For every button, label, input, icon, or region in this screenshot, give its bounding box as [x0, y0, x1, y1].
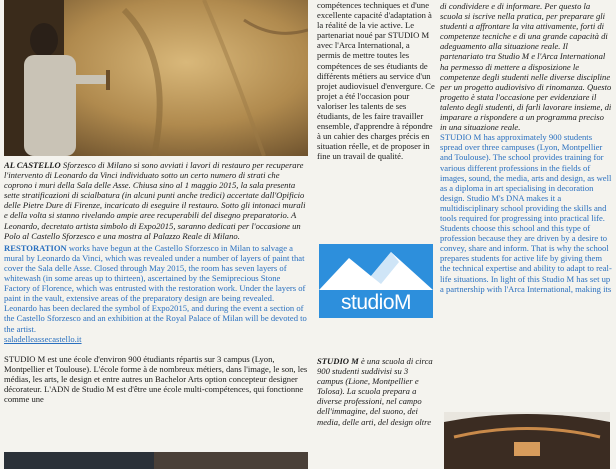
- italian-intro: [317, 356, 435, 427]
- logo-wordmark: studioM: [340, 291, 412, 314]
- website-link[interactable]: saladelleassecastello.it: [4, 333, 82, 344]
- italian-caption: [4, 160, 308, 241]
- restoration-heading: RESTORATION: [4, 242, 67, 253]
- english-caption: [4, 243, 308, 334]
- english-text: works have begun at the Castello Sforzesco in Milan to salvage a mural by Leonardo da Vinci, which was revealed under a number of layers of paint that cover the Sala delle Asse. Closed through May 2015, the room has seven layers of whitewash (in some areas up to thirteen), ascertained by the Semiprecious Stone Factory of Florence, which was entrusted with the restoration work. Under the layers of paint in the vault, extensive areas of the preparatory design are being revealed. Leonardo has been declared the symbol of Expo2015, and during the event a section of the Castello Sforzesco and an exhibition at the Royal Palace of Milan will be devoted to the artist.: [4, 242, 307, 334]
- column-1: [4, 0, 308, 469]
- french-continued: compétences techniques et d'une excellente capacité d'adaptation à la réalité de la vie active. Le partenariat noué par STUDIO M avec l'Arca International, a permis de mettre toutes les compétences de ses étudiants de différents métiers au service d'un projet audiovisuel d'envergure. Ce projet a été l'occasion pour valoriser les talents de ses étudiants, de les faire travailler ensemble, d'apprendre à répondre à un cahier des charges précis en situation réelle, et de proposer in fine un travail de qualité.: [317, 0, 435, 162]
- column-2: [317, 0, 435, 469]
- french-text: STUDIO M est une école d'environ 900 étudiants répartis sur 3 campus (Lyon, Montpellier et Toulouse). L'école forme à de nombreux métiers, dans l'image, le son, les médias, les arts, le design et entre autres un Bachelor Arts option concepteur designer décorateur. L'ADN de Studio M est d'être une école multi-compétences, qui fonctionne comme une: [4, 353, 308, 405]
- english-studio-m-text: STUDIO M has approximately 900 students spread over three campuses (Lyon, Montpellier and Toulouse). The school provides training for various different professions in the fields of images, sound, the media, arts and design, as well as a diploma in art specialising in decoration design. Studio M's DNA makes it a multidisciplinary school providing the skills and tools required for progressing into practical life. Students choose this school and this type of profession because they are driven by a desire to convey, share and inform. That is why the school prepares students for active life by giving them the technical expertise and ability to adapt to real-life situations. In light of this Studio M has set up a partnership with l'Arca International, making its: [440, 132, 612, 294]
- column-3: [440, 0, 612, 469]
- studio-m-heading: STUDIO M: [317, 356, 359, 366]
- restorer-photo: [4, 0, 308, 156]
- caption-text: Sforzesco di Milano si sono avviati i lavori di restauro per recuperare l'intervento di Leonardo da Vinci individuato sotto un certo numero di strati che coprono i muri della Sala delle Asse. Chiusa sino al 1 maggio 2015, la sala presenta sette stratificazioni di scialbatura (in alcuni punti anche tredici) accertate dall'Opificio delle Pietre Dure di Firenze, incaricato di eseguire il restauro. Sotto gli intonaci murali e della volta si stanno rivelando ampie aree recuperabili del disegno preparatorio. A Leonardo, decretato artista simbolo di Expo2015, saranno dedicati per l'occasione un Polo al Castello Sforzesco e una mostra al Palazzo Reale di Milano.: [4, 160, 306, 241]
- italian-continued: di condividere e di informare. Per questo la scuola si iscrive nella pratica, per preparare gli studenti a affrontare la vita attivamente, forti di competenze tecniche e di una grande capacità di adeguamento alla situazione reale. Il partenariato tra Studio M e l'Arca International ha permesso di mettere a disposizione le competenze degli studenti nelle diverse discipline per un progetto audiovisivo di rinomanza. Questo progetto è stata l'occasione per evidenziare il talento degli studenti, di farli lavorare insieme, di imparare a rispondere a un programma preciso in una situazione reale.: [440, 1, 612, 133]
- italian-intro-text: è una scuola di circa 900 studenti suddivisi su 3 campus (Lione, Montpellier e Tolosa). La scuola prepara a diverse professioni, nel campo dell'immagine, del suono, dei media, delle arti, del design oltre: [317, 356, 433, 427]
- caption-title: AL CASTELLO: [4, 160, 61, 170]
- bottom-photo-strip: [4, 452, 308, 469]
- vaulted-room-photo: [444, 412, 610, 469]
- studio-m-logo: [319, 244, 433, 318]
